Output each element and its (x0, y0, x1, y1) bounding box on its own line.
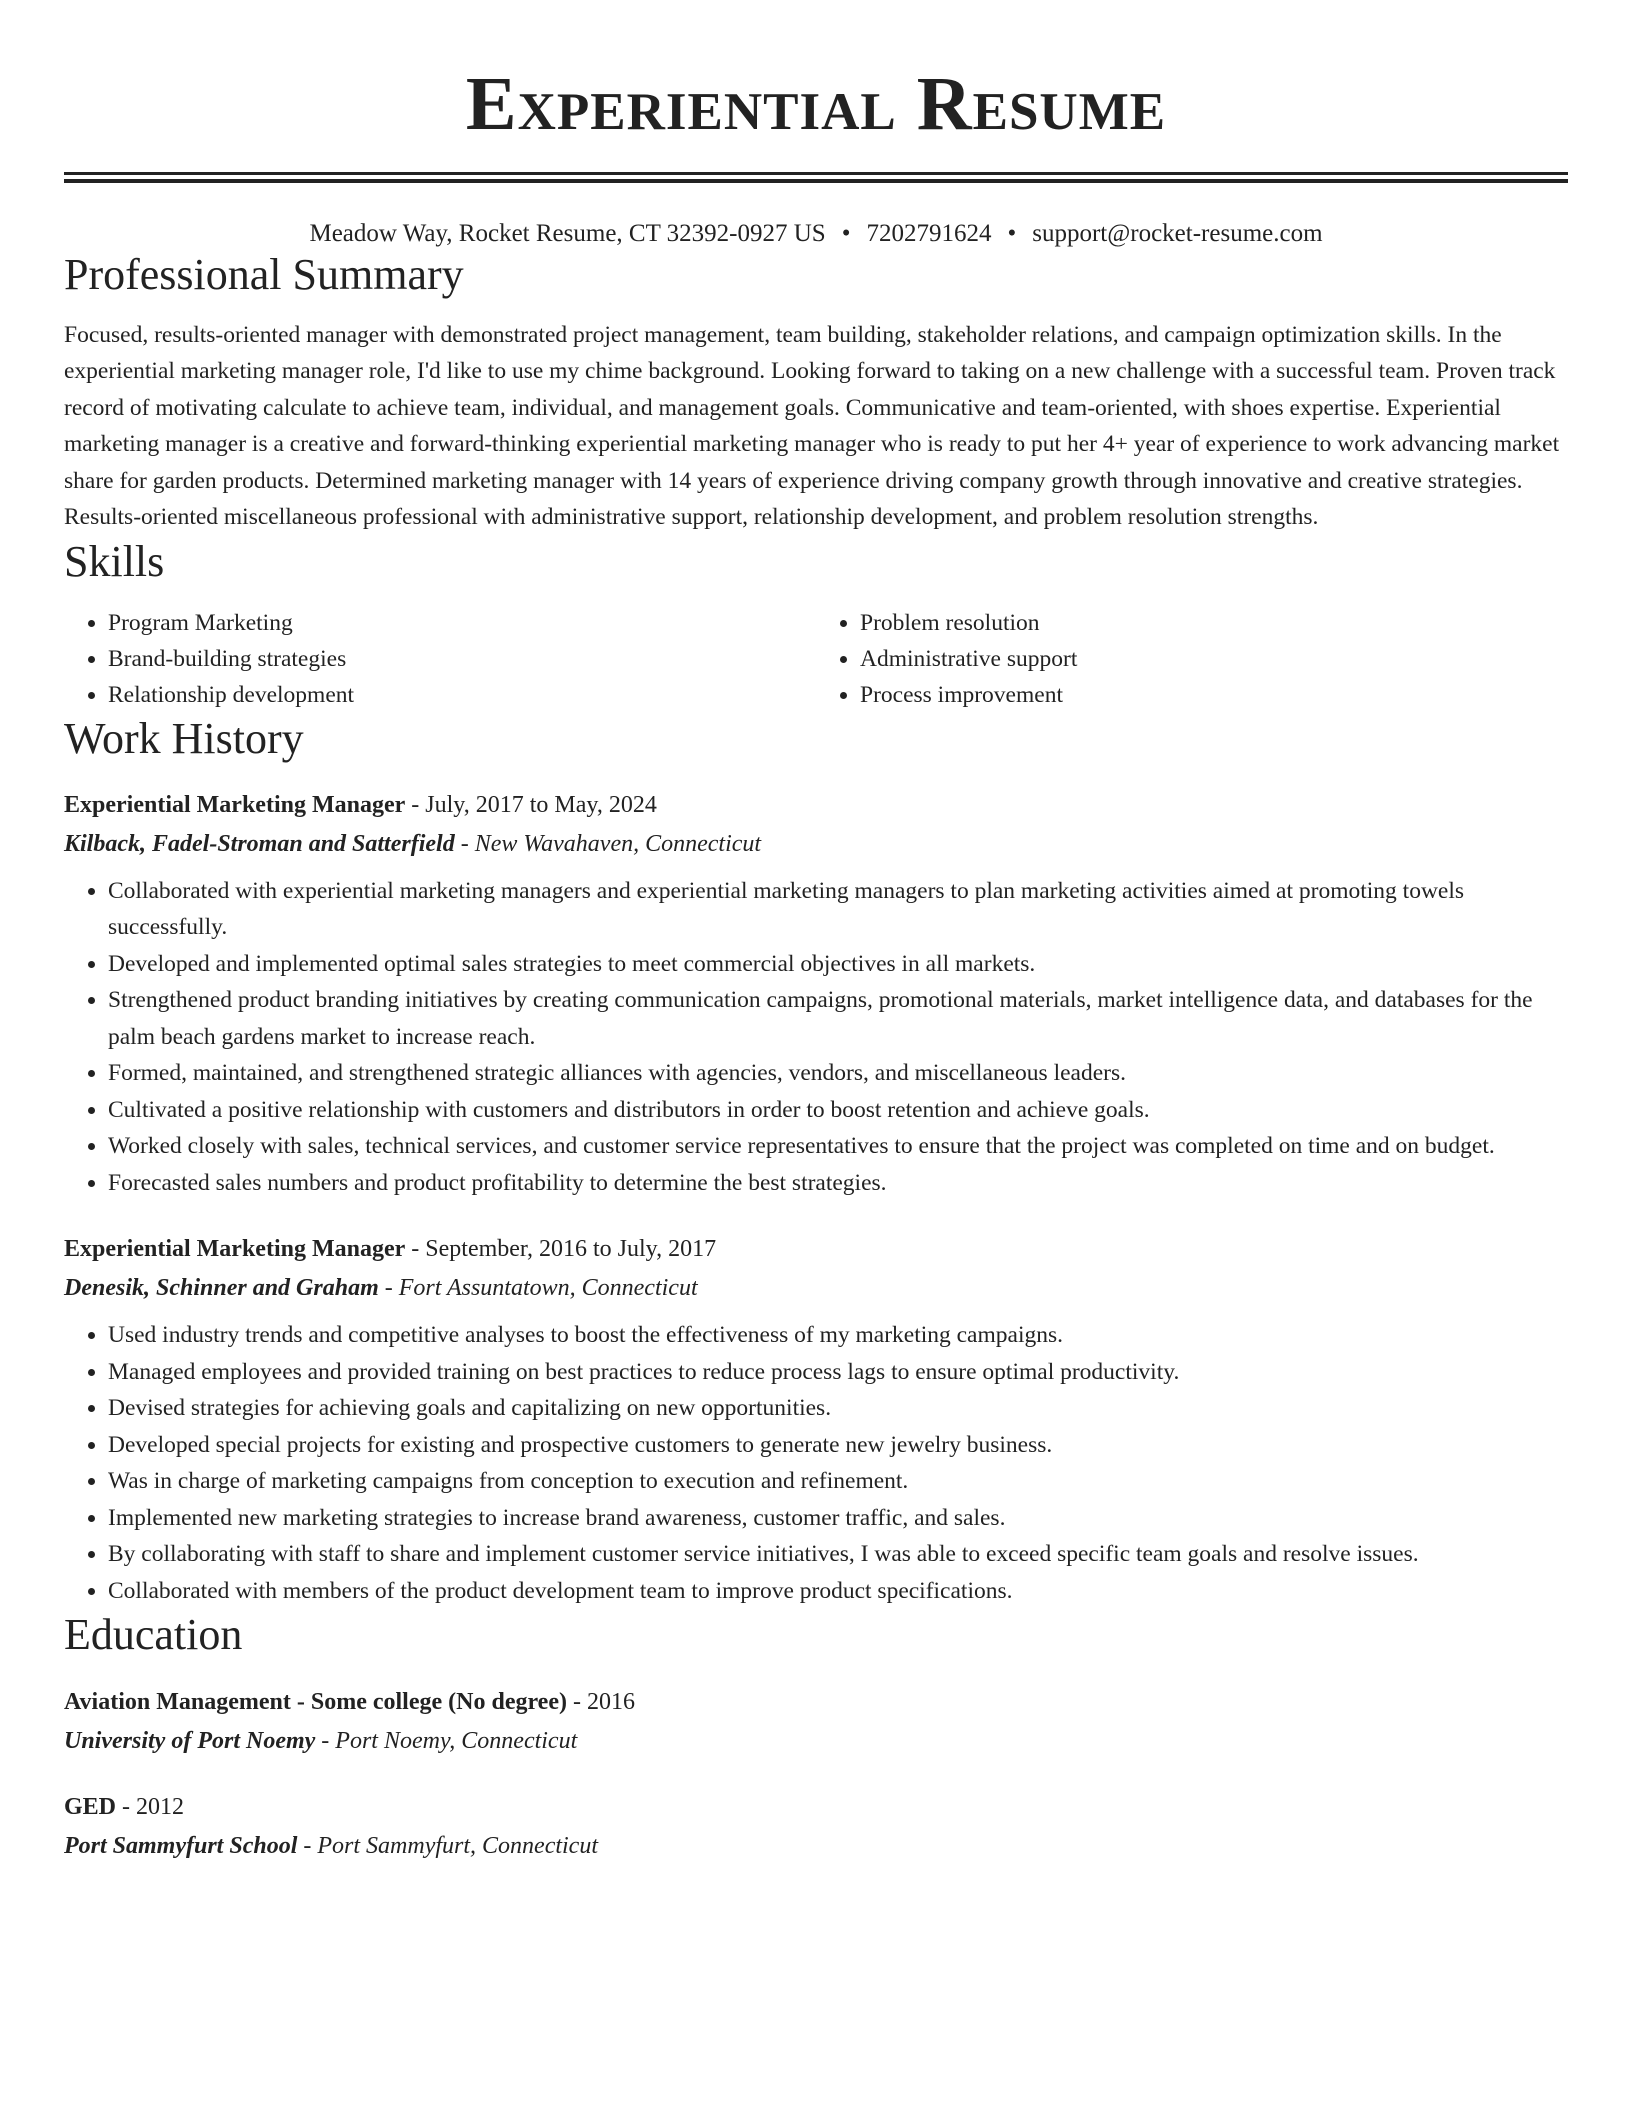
title-divider (64, 172, 1568, 183)
job-title-line (64, 791, 1568, 820)
job-entry (64, 791, 1568, 1201)
degree-year: - 2012 (116, 1794, 185, 1821)
duty-item: • Collaborated with members of the product development team to improve product specifications. (108, 1573, 1568, 1610)
summary-heading: Professional Summary (64, 250, 464, 299)
skills-column-right (816, 605, 1568, 713)
contact-separator: • (1007, 220, 1017, 247)
company-name: Kilback, Fadel-Stroman and Satterfield (64, 831, 455, 858)
job-duties (64, 1317, 1568, 1609)
summary-text: Focused, results-oriented manager with demonstrated project management, team building, stakeholder relations, and campaign optimization skills. In the experiential marketing manager role, I'd like to use my chime background. Looking forward to taking on a new challenge with a successful team. Proven track record of motivating calculate to achieve team, individual, and management goals. Communicative and team-oriented, with shoes expertise. Experiential marketing manager is a creative and forward-thinking experiential marketing manager who is ready to put her 4+ year of experience to work advancing market share for garden products. Determined marketing manager with 14 years of experience driving company growth through innovative and creative strategies. Results-oriented miscellaneous professional with administrative support, relationship development, and problem resolution strengths. (64, 321, 1560, 531)
company-name: Denesik, Schinner and Graham (64, 1275, 379, 1302)
job-entry (64, 1235, 1568, 1609)
company-line (64, 830, 1568, 859)
skill-item: • Process improvement (860, 677, 1568, 713)
skill-item: • Program Marketing (108, 605, 816, 641)
contact-email: support@rocket-resume.com (1032, 220, 1323, 247)
job-dates: - July, 2017 to May, 2024 (405, 792, 657, 819)
duty-item: • Was in charge of marketing campaigns from conception to execution and refinement. (108, 1463, 1568, 1500)
duty-item: • Developed and implemented optimal sales strategies to meet commercial objectives in all markets. (108, 946, 1568, 983)
degree-name: Aviation Management - Some college (No degree) (64, 1688, 567, 1715)
work-history-heading: Work History (64, 713, 304, 763)
duty-item: • Developed special projects for existing and prospective customers to generate new jewelry business. (108, 1427, 1568, 1464)
skill-item: • Problem resolution (860, 605, 1568, 641)
skills-column-left (64, 605, 816, 713)
duty-item: • Formed, maintained, and strengthened strategic alliances with agencies, vendors, and miscellaneous leaders. (108, 1055, 1568, 1092)
duty-item: • By collaborating with staff to share and implement customer service initiatives, I was able to exceed specific team goals and resolve issues. (108, 1536, 1568, 1573)
contact-address: Meadow Way, Rocket Resume, CT 32392-0927 US (309, 220, 826, 247)
duty-item: • Managed employees and provided training on best practices to reduce process lags to ensure optimal productivity. (108, 1354, 1568, 1391)
duty-item: • Used industry trends and competitive analyses to boost the effectiveness of my marketing campaigns. (108, 1317, 1568, 1354)
skill-item: • Relationship development (108, 677, 816, 713)
skills-list (64, 605, 1568, 713)
company-location: - New Wavahaven, Connecticut (454, 831, 762, 858)
job-title-line (64, 1235, 1568, 1264)
school-line (64, 1832, 1568, 1861)
contact-separator: • (841, 220, 851, 247)
school-name: Port Sammyfurt School (64, 1833, 298, 1860)
skills-heading: Skills (64, 536, 165, 586)
duty-item: • Forecasted sales numbers and product profitability to determine the best strategies. (108, 1165, 1568, 1202)
company-line (64, 1274, 1568, 1303)
school-location: - Port Noemy, Connecticut (315, 1727, 578, 1754)
job-title: Experiential Marketing Manager (64, 1236, 406, 1263)
degree-name: GED (64, 1794, 117, 1821)
education-entry (64, 1688, 1568, 1756)
duty-item: • Collaborated with experiential marketing managers and experiential marketing managers to plan marketing activities aimed at promoting towels successfully. (108, 873, 1568, 946)
job-dates: - September, 2016 to July, 2017 (405, 1236, 717, 1263)
duty-item: • Strengthened product branding initiatives by creating communication campaigns, promotional materials, market intelligence data, and databases for the palm beach gardens market to increase reach. (108, 982, 1568, 1055)
job-duties (64, 873, 1568, 1202)
contact-phone: 7202791624 (866, 220, 992, 247)
job-title: Experiential Marketing Manager (64, 792, 406, 819)
degree-line (64, 1688, 1568, 1717)
duty-item: • Cultivated a positive relationship with customers and distributors in order to boost retention and achieve goals. (108, 1092, 1568, 1129)
resume-title: Experiential Resume (465, 62, 1167, 146)
school-line (64, 1727, 1568, 1756)
company-location: - Fort Assuntatown, Connecticut (378, 1275, 698, 1302)
education-heading: Education (64, 1610, 243, 1660)
skill-item: • Administrative support (860, 641, 1568, 677)
education-entry (64, 1793, 1568, 1861)
contact-line (64, 219, 1568, 249)
skill-item: • Brand-building strategies (108, 641, 816, 677)
duty-item: • Implemented new marketing strategies to increase brand awareness, customer traffic, and sales. (108, 1500, 1568, 1537)
school-name: University of Port Noemy (64, 1727, 316, 1754)
duty-item: • Devised strategies for achieving goals and capitalizing on new opportunities. (108, 1390, 1568, 1427)
degree-year: - 2016 (566, 1688, 635, 1715)
duty-item: • Worked closely with sales, technical services, and customer service representatives to ensure that the project was completed on time and on budget. (108, 1128, 1568, 1165)
school-location: - Port Sammyfurt, Connecticut (297, 1833, 598, 1860)
degree-line (64, 1793, 1568, 1822)
